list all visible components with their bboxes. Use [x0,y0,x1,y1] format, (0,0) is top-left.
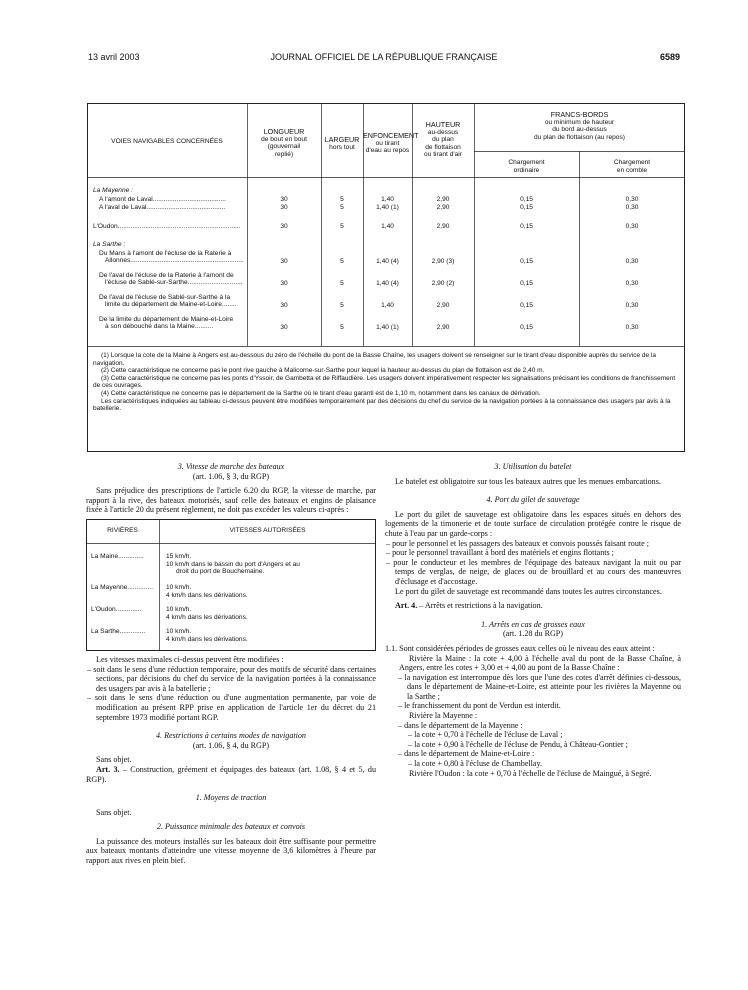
label-oudon: L'Oudon................................................................... [93,223,241,230]
speed-header-vitesses: VITESSES AUTORISÉES [229,526,306,534]
table-cell: 0,30 [625,302,639,309]
table-cell: 30 [280,302,288,309]
section-heading-restrictions: 4. Restrictions à certains modes de navigation [156,731,306,741]
speed-value: 10 km/h dans le bassin du port d'Angers et au [166,560,300,568]
riviere-mayenne: Rivière la Mayenne : [409,711,478,721]
riviere-maine: Rivière la Maine : la cote + 4,00 à l'échelle aval du pont de la Basse Chaîne, à Angers, entre les cotes + 3,00 et + 4,00 au pont de la Basse Chaîne : [399,653,681,673]
paragraph-vitesse: Sans préjudice des prescriptions de l'article 6.20 du RGP, la vitesse de marche, par rapport à la rive, des bateaux motorisés, sauf celle des bateaux et engins de plaisance fixée à l'article 20 du présent règlement, ne doit pas excéder les valeurs ci-après : [86,486,376,515]
label-mayenne: La Mayenne : [93,187,133,194]
header-longueur: LONGUEUR de bout en bout (gouvernail replié) [261,127,307,158]
table-cell: 0,15 [520,324,533,331]
mayenne-dept: – dans le département de la Mayenne : [398,720,523,730]
speed-value: 10 km/h. [166,583,192,591]
table-cell: 5 [340,196,344,203]
paragraph-puissance: La puissance des moteurs installés sur les bateaux doit être suffisante pour permettre aux bateaux montants d'atteindre une vitesse moyenne de 3,6 kilomètres à l'heure par rapport aux rives en plein bief. [86,836,376,866]
table-cell: 5 [340,324,344,331]
speed-river: La Maine.............. [91,552,144,560]
speed-river: La Sarthe.............. [91,627,146,635]
page-header [88,52,680,66]
header-hauteur: HAUTEUR au-dessus du plan de flottaison ou tirant d'air [424,120,462,158]
speed-header-rivieres: RIVIÈRES [107,526,138,534]
mayenne-laval: – la cote + 0,70 à l'échelle de l'écluse de Laval ; [408,730,563,740]
table-cell: 1,40 [381,302,394,309]
table-cell: 1,40 (4) [376,280,399,287]
label-sarthe-4: De la limite du département de Maine-et-Loire à son débouché dans la Maine.......... [99,316,234,331]
table-cell: 5 [340,280,344,287]
table-cell: 0,15 [520,280,533,287]
section-heading-puissance: 2. Puissance minimale des bateaux et convois [156,822,306,832]
table-cell: 0,30 [625,223,639,230]
table-cell: 2,90 [436,196,450,203]
table-cell: 0,15 [520,302,533,309]
table-cell: 2,90 [436,223,450,230]
table-cell: 0,15 [520,196,533,203]
note-2: (2) Cette caractéristique ne concerne pas le pont rive gauche à Malicorne-sur-Sarthe pour lequel la hauteur au-dessus du plan de flottaison est de 2,40 m. [101,367,545,375]
page-number: 6589 [659,52,680,62]
chambellay: – la cote + 0,80 à l'écluse de Chambellay. [408,759,543,769]
table-cell: 0,15 [520,204,533,211]
speed-value: 4 km/h dans les dérivations. [166,613,248,621]
table-cell: 1,40 (1) [376,324,399,331]
table-cell: 2,90 (3) [431,258,455,265]
speed-value: 10 km/h. [166,627,192,635]
mayenne-pendu: – la cote + 0,90 à l'échelle de l'écluse de Pendu, à Château-Gontier ; [408,739,628,749]
label-mayenne-aval: A l'aval de Laval........................................... [99,204,226,211]
speed-value: 10 km/h. [166,605,192,613]
label-mayenne-amont: A l'amont de Laval........................................ [99,196,226,203]
header-enfoncement: ENFONCEMENT ou tirant d'eau au repos [363,131,419,154]
section-heading-batelet: 3. Utilisation du batelet [494,462,572,471]
note-4: (4) Cette caractéristique ne concerne pas le département de la Sarthe où le tirant d'eau garanti est de 1,10 m, notamment dans les canaux de dérivation. [101,389,541,397]
table-cell: 1,40 (4) [376,258,399,265]
table-cell: 5 [340,204,344,211]
speed-table [86,519,376,651]
header-chargement-comble: Chargement en comble [613,159,651,174]
label-sarthe-1: Du Mans à l'amont de l'écluse de la Raterie à Allonnes.............................................................. [99,250,244,265]
paragraph-modif: Les vitesses maximales ci-dessus peuvent être modifiées : [96,654,284,664]
bullet-augmentation: – soit dans le sens d'une réduction ou d'une augmentation permanente, par voie de modification au présent RPP prise en application de l'article 1er du décret du 21 septembre 1973 modifié portant RGP. [87,693,376,722]
table-cell: 30 [280,324,288,331]
bullet-gilet-3: – pour le conducteur et les membres de l'équipage des bateaux navigant la nuit ou par temps de verglas, de neige, de glaces ou de brouillard et au cours des manœuvres d'éclusage et d'accostage. [386,557,681,586]
table-cell: 0,30 [625,196,639,203]
header-chargement-ordinaire: Chargement ordinaire [508,159,545,174]
header-date: 13 avril 2003 [88,52,140,62]
label-sarthe: La Sarthe : [93,241,126,248]
section-ref-arrets: (art. 1.28 du RGP) [502,629,564,639]
right-column [385,462,681,778]
speed-value: 4 km/h dans les dérivations. [166,635,248,643]
header-francs-bords: FRANCS-BORDS ou minimum de hauteur du bord au-dessus du plan de flottaison (au repos) [534,110,625,141]
table-cell: 5 [340,302,344,309]
table-cell: 1,40 [381,196,394,203]
note-3: (3) Cette caractéristique ne concerne pas les ponts d'Yssoir, de Gambetta et de Riffaudière. Les usagers doivent impérativement respecter les signalisations précisant les conditions de franchissement de ces ouvrages. [93,374,676,390]
speed-value: 15 km/h. [166,552,192,560]
table-cell: 30 [280,258,288,265]
bullet-gilet-1: – pour le personnel et les passagers des bateaux et convois poussés faisant route ; [386,538,649,548]
header-voies: VOIES NAVIGABLES CONCERNÉES [111,138,223,145]
label-sarthe-3: De l'aval de l'écluse de Sablé-sur-Sarthe à la limite du département de Maine-et-Loire........ [99,294,237,309]
navigation-characteristics-table [87,103,685,453]
paragraph-batelet: Le batelet est obligatoire sur tous les bateaux autres que les menues embarcations. [395,476,661,486]
table-cell: 1,40 [381,223,394,230]
bullet-gilet-2: – pour le personnel travaillant à bord des matériels et engins flottants ; [386,548,614,558]
speed-value: droit du port de Bouchemaine. [176,568,265,576]
table-cell: 1,40 (1) [376,204,399,211]
table-cell: 30 [280,280,288,287]
article-3: Art. 3. – Construction, gréement et équipages des bateaux (art. 1.08, § 4 et 5, du RGP). [86,764,377,784]
note-5: Les caractéristiques indiquées au tableau ci-dessus peuvent être modifiées temporairement par des décisions du chef du service de la navigation portées à la connaissance des usagers par avis à la batellerie. [93,397,671,413]
section-heading-arrets: 1. Arrêts en cas de grosses eaux [481,619,585,629]
speed-river: La Mayenne.............. [91,583,153,591]
table-cell: 0,15 [520,258,533,265]
paragraph-1-1: 1.1. Sont considérées périodes de grosses eaux celles où le niveau des eaux atteint : [385,643,655,653]
table-cell: 30 [280,204,288,211]
speed-value: 4 km/h dans les dérivations. [166,591,248,599]
sans-objet-2: Sans objet. [96,807,132,817]
table-cell: 5 [340,223,344,230]
section-heading-gilet: 4. Port du gilet de sauvetage [486,495,580,505]
table-cell: 0,30 [625,280,639,287]
section-ref-vitesse: (art. 1.06, § 3, du RGP) [192,471,270,481]
table-notes [93,352,679,413]
table-cell: 5 [340,258,344,265]
section-heading-vitesse: 3. Vitesse de marche des bateaux [177,462,285,471]
table-cell: 0,30 [625,258,639,265]
paragraph-gilet-2: Le port du gilet de sauvetage est recommandé dans toutes les autres circonstances. [395,586,662,596]
riviere-oudon: Rivière l'Oudon : la cote + 0,70 à l'échelle de l'écluse de Maingué, à Segré. [409,768,652,778]
maine-bullet-1: – la navigation est interrompue dès lors que l'une des cotes d'arrêt définies ci-dessous, dans le département de Maine-et-Loire, est atteinte pour les rivières la Mayenne ou la Sarthe ; [398,672,681,701]
table-cell: 0,30 [625,204,639,211]
table-cell: 2,90 [436,324,450,331]
maine-et-loire-dept: – dans le département de Maine-et-Loire : [398,749,535,759]
table-cell: 2,90 [436,204,450,211]
maine-bullet-2: – le franchissement du pont de Verdun est interdit. [398,701,561,711]
sans-objet-1: Sans objet. [96,755,132,765]
left-column [86,462,376,866]
section-heading-traction: 1. Moyens de traction [195,793,267,803]
table-cell: 0,30 [625,324,639,331]
bullet-reduction: – soit dans le sens d'une réduction temporaire, pour des motifs de sécurité dans certaines sections, par décisions du chef du service de la navigation portées à la connaissance des usagers par avis à la batellerie ; [87,664,376,693]
table-cell: 0,15 [520,223,533,230]
speed-river: L'Oudon.............. [91,605,142,613]
article-4: Art. 4. – Arrêts et restrictions à la navigation. [395,601,543,611]
table-cell: 30 [280,196,288,203]
table-cell: 30 [280,223,288,230]
section-ref-restrictions: (art. 1.06, § 4, du RGP) [192,740,270,750]
paragraph-gilet: Le port du gilet de sauvetage est obligatoire dans les espaces situés en dehors des logements de la timonerie et de toute surface de circulation protégée contre le risque de chute à l'eau par un garde-corps : [385,509,681,538]
note-1: (1) Lorsque la cote de la Maine à Angers est au-dessous du zéro de l'échelle du pont de la Basse Chaîne, les usagers doivent se renseigner sur le tirant d'eau disponible auprès du service de la navigation. [93,352,656,367]
table-cell: 2,90 (2) [431,280,455,287]
header-largeur: LARGEUR hors tout [324,135,360,151]
header-title: JOURNAL OFFICIEL DE LA RÉPUBLIQUE FRANÇAISE [270,52,498,62]
table-cell: 2,90 [436,302,450,309]
label-sarthe-2: De l'aval de l'écluse de la Raterie à l'amont de l'écluse de Sablé-sur-Sarthe.............................. [99,272,243,287]
